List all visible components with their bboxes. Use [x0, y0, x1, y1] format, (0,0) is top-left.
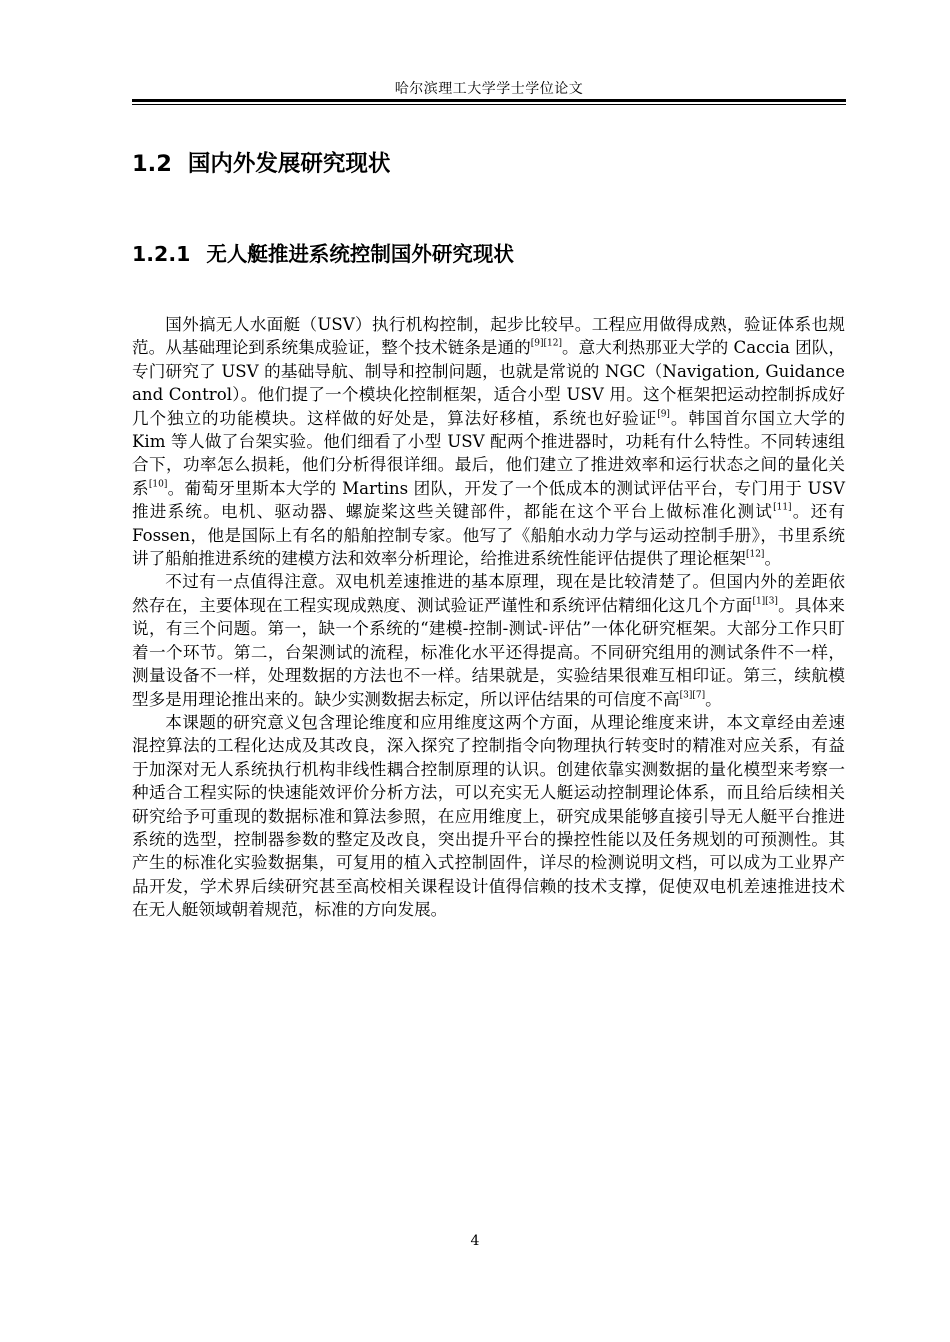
page-number: 4 [470, 1233, 480, 1249]
paragraph-text: 。 [705, 689, 722, 709]
paragraph-text: 。葡萄牙里斯本大学的 Martins 团队，开发了一个低成本的测试评估平台，专门用于 USV 推进系统。电机、驱动器、螺旋桨这些关键部件，都能在这个平台上做标准化测试 [132, 478, 845, 522]
running-header: 哈尔滨理工大学学士学位论文 [394, 81, 584, 97]
paragraph-text: 国外搞无人水面艇（USV）执行机构控制，起步比较早。工程应用做得成熟，验证体系也规范。从基础理论到系统集成验证，整个技术链条是通的 [132, 315, 845, 358]
subsection-number: 1.2.1 [132, 242, 191, 266]
citation-ref: [3][7] [679, 689, 706, 700]
paragraph-text: 不过有一点值得注意。双电机差速推进的基本原理，现在是比较清楚了。但国内外的差距依然存在，主要体现在工程实现成熟度、测试验证严谨性和系统评估精细化这几个方面 [132, 572, 845, 615]
citation-ref: [9] [657, 408, 670, 419]
citation-ref: [11] [773, 502, 792, 513]
section-heading [132, 146, 390, 178]
citation-ref: [1][3] [752, 596, 778, 607]
header-rule-thin [132, 104, 846, 105]
citation-ref: [10] [148, 479, 168, 490]
header-rule-thick [132, 99, 846, 102]
body-paragraph [132, 570, 845, 710]
paragraph-text: 。韩国首尔国立大学的 Kim 等人做了台架实验。他们细看了小型 USV 配两个推进器时，功耗有什么特性。不同转速组合下，功率怎么损耗，他们分析得很详细。最后，他们建立了推进效率和运行状态之间的量化关系 [132, 408, 845, 498]
paragraph-text: 本课题的研究意义包含理论维度和应用维度这两个方面，从理论维度来讲，本文章经由差速混控算法的工程化达成及其改良，深入探究了控制指令向物理执行转变时的精准对应关系，有益于加深对无人系统执行机构非线性耦合控制原理的认识。创建依靠实测数据的量化模型来考察一种适合工程实际的快速能效评价分析方法，可以充实无人艇运动控制理论体系，而且给后续相关研究给予可重现的数据标准和算法参照，在应用维度上，研究成果能够直接引导无人艇平台推进系统的选型，控制器参数的整定及改良，突出提升平台的操控性能以及任务规划的可预测性。其产生的标准化实验数据集，可复用的植入式控制固件，详尽的检测说明文档，可以成为工业界产品开发，学术界后续研究甚至高校相关课程设计值得信赖的技术支撑，促使双电机差速推进技术在无人艇领域朝着规范，标准的方向发展。 [132, 712, 845, 920]
subsection-title: 无人艇推进系统控制国外研究现状 [206, 242, 514, 266]
paragraph-text: 。具体来说，有三个问题。第一，缺一个系统的“建模-控制-测试-评估”一体化研究框架。大部分工作只盯着一个环节。第二，台架测试的流程，标准化水平还得提高。不同研究组用的测试条件不一样，测量设备不一样，处理数据的方法也不一样。结果就是，实验结果很难互相印证。第三，续航模型多是用理论推出来的。缺少实测数据去标定，所以评估结果的可信度不高 [132, 595, 846, 709]
section-title: 国内外发展研究现状 [187, 151, 391, 177]
subsection-heading [132, 237, 514, 267]
citation-ref: [9][12] [530, 338, 563, 349]
paragraph-text: 。还有 Fossen，他是国际上有名的船舶控制专家。他写了《船舶水动力学与运动控制手册》，书里系统讲了船舶推进系统的建模方法和效率分析理论，给推进系统性能评估提供了理论框架 [132, 502, 846, 569]
body-paragraph [132, 313, 845, 570]
section-number: 1.2 [132, 151, 172, 177]
paragraph-text: 。 [764, 549, 782, 569]
paragraph-text: 。意大利热那亚大学的 Caccia 团队，专门研究了 USV 的基础导航、制导和控制问题，也就是常说的 NGC（Navigation, Guidance and Control）。他们提了一个模块化控制框架，适合小型 USV 用。这个框架把运动控制拆成好几个独立的功能模块。这样做的好处是，算法好移植，系统也好验证 [132, 338, 845, 428]
citation-ref: [12] [745, 549, 765, 560]
body-text [132, 313, 845, 922]
body-paragraph [132, 711, 845, 922]
